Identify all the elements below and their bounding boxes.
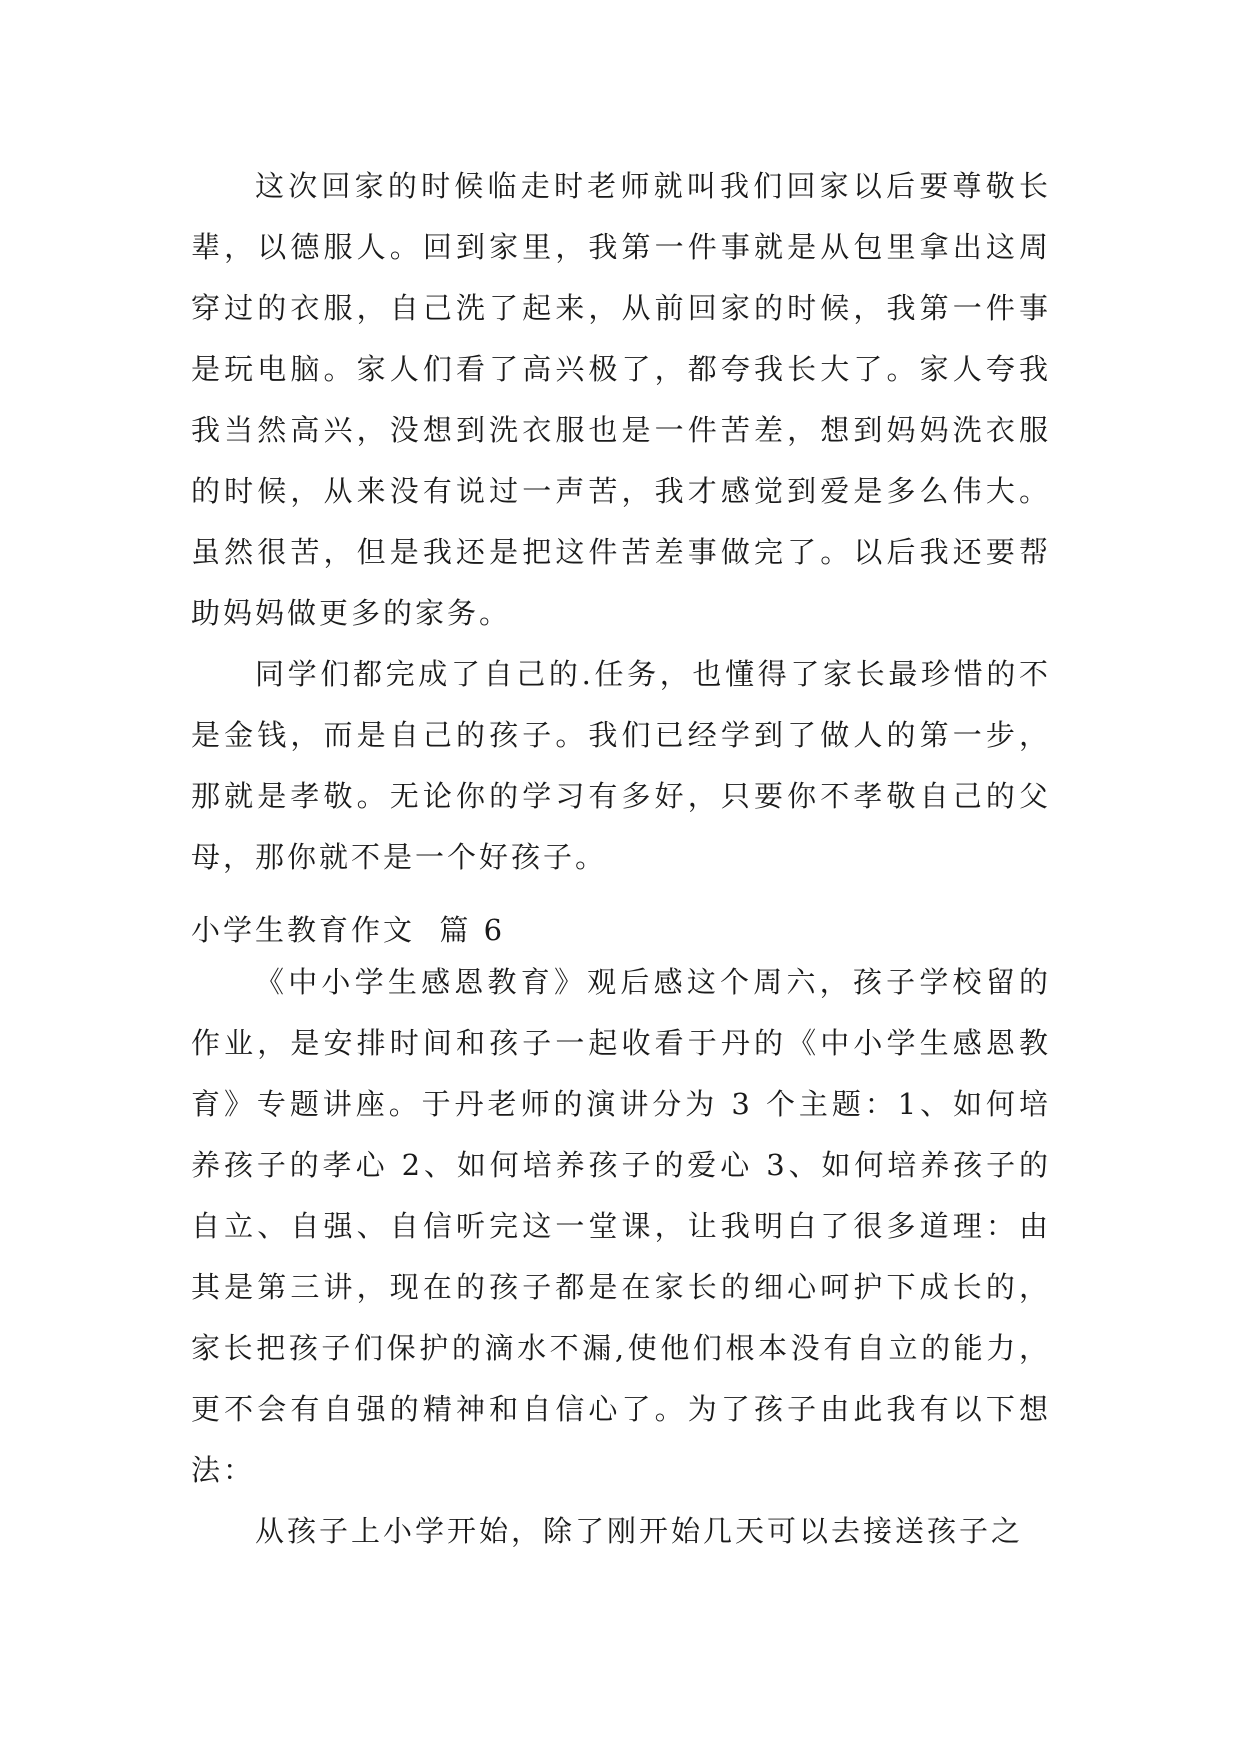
paragraph: 这次回家的时候临走时老师就叫我们回家以后要尊敬长辈，以德服人。回到家里，我第一件事就是从包里拿出这周穿过的衣服，自己洗了起来，从前回家的时候，我第一件事是玩电脑。家人们看了高兴极了，都夸我长大了。家人夸我我当然高兴，没想到洗衣服也是一件苦差，想到妈妈洗衣服的时候，从来没有说过一声苦，我才感觉到爱是多么伟大。虽然很苦，但是我还是把这件苦差事做完了。以后我还要帮助妈妈做更多的家务。 xyxy=(191,169,1051,630)
paragraph: 《中小学生感恩教育》观后感这个周六，孩子学校留的作业，是安排时间和孩子一起收看于丹的《中小学生感恩教育》专题讲座。于丹老师的演讲分为 3 个主题：1、如何培养孩子的孝心 2、如何培养孩子的爱心 3、如何培养孩子的自立、自强、自信听完这一堂课，让我明白了很多道理：由其是第三讲，现在的孩子都是在家长的细心呵护下成长的，家长把孩子们保护的滴水不漏,使他们根本没有自立的能力，更不会有自强的精神和自信心了。为了孩子由此我有以下想法： xyxy=(191,965,1051,1487)
paragraph: 同学们都完成了自己的.任务，也懂得了家长最珍惜的不是金钱，而是自己的孩子。我们已经学到了做人的第一步，那就是孝敬。无论你的学习有多好，只要你不孝敬自己的父母，那你就不是一个好孩子。 xyxy=(191,657,1051,874)
essay-body-bottom xyxy=(191,952,1051,1562)
essay-body-top xyxy=(191,156,1051,888)
section-heading: 小学生教育作文 篇 6 xyxy=(191,913,506,947)
paragraph: 从孩子上小学开始，除了刚开始几天可以去接送孩子之 xyxy=(255,1514,1024,1548)
